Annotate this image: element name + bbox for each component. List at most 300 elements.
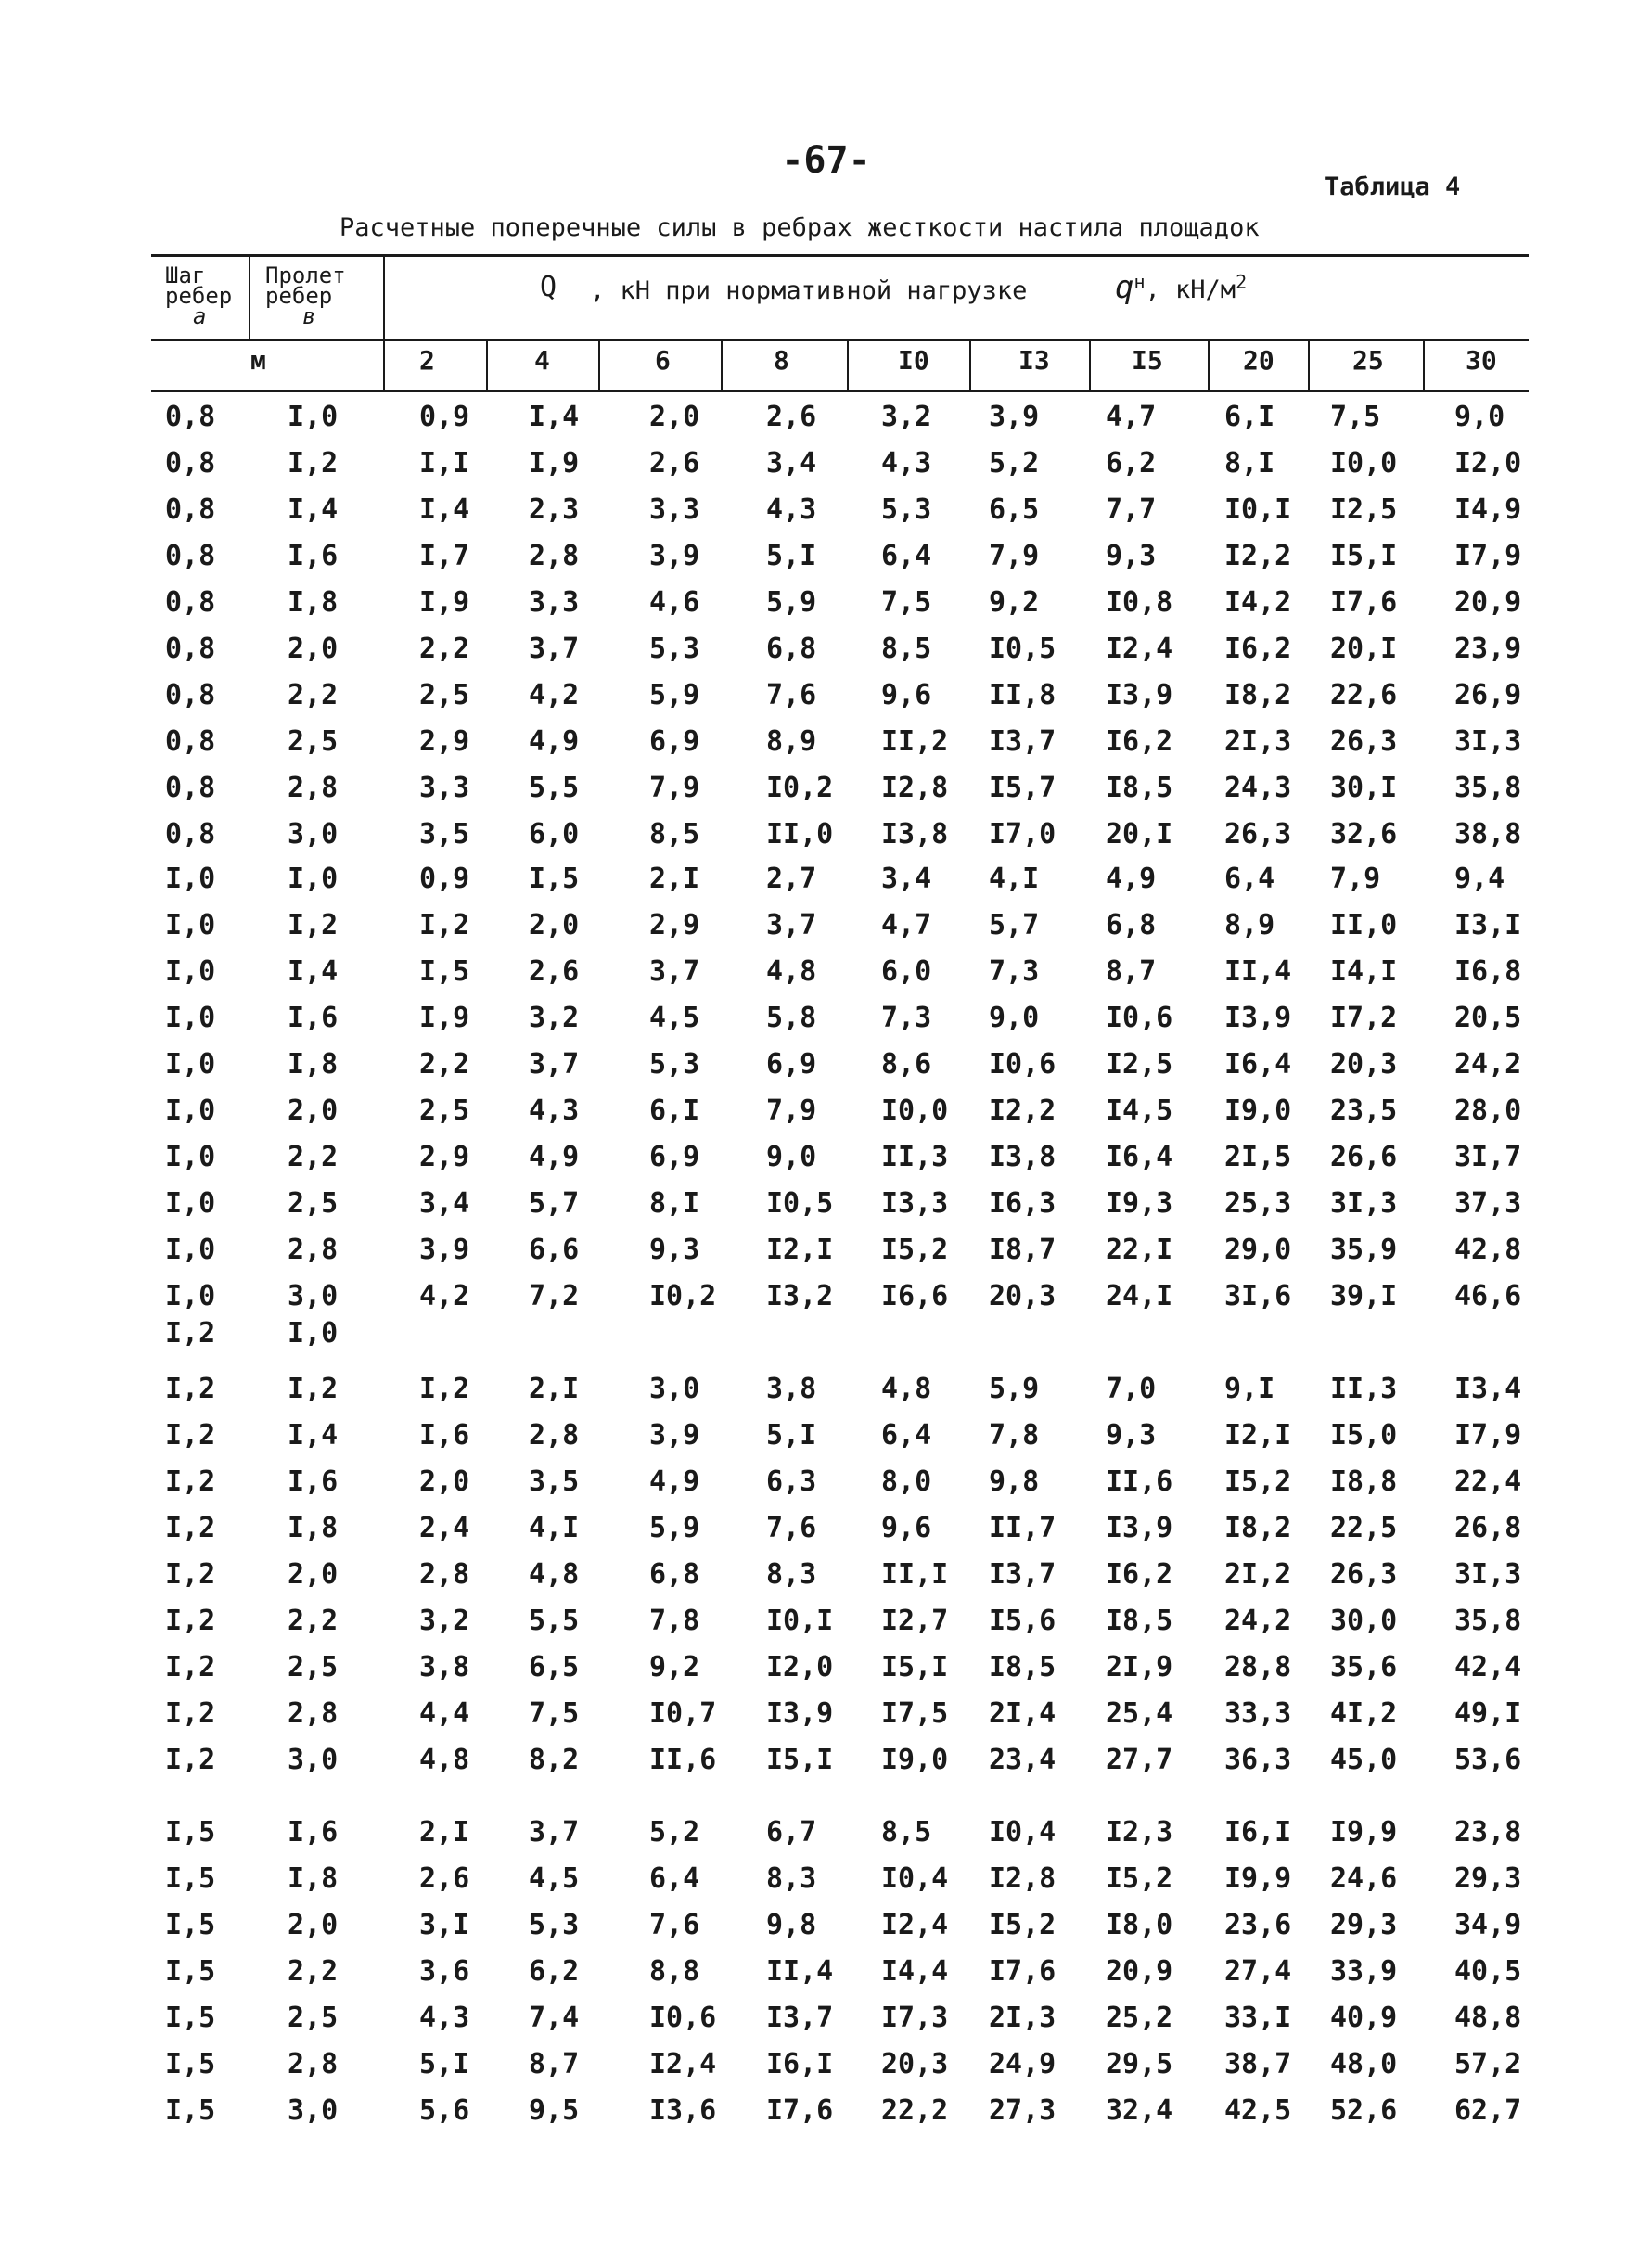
cell-force: 3,7 bbox=[649, 955, 700, 988]
cell-force: 9,6 bbox=[881, 1512, 932, 1544]
cell-force: 37,3 bbox=[1454, 1187, 1522, 1220]
cell-force: II,3 bbox=[1330, 1373, 1398, 1405]
cell-force: I0,7 bbox=[649, 1697, 717, 1730]
cell-span: I,8 bbox=[288, 1862, 339, 1895]
cell-force: I3,8 bbox=[989, 1141, 1057, 1173]
cell-force: I5,7 bbox=[989, 772, 1057, 804]
cell-force: I2,I bbox=[1224, 1419, 1292, 1452]
cell-step: I,0 bbox=[165, 955, 216, 988]
cell-force: 20,3 bbox=[1330, 1048, 1398, 1081]
cell-force: 27,3 bbox=[989, 2094, 1057, 2127]
cell-force: 26,3 bbox=[1330, 1558, 1398, 1591]
cell-force: 3,9 bbox=[649, 1419, 700, 1452]
cell-force: 52,6 bbox=[1330, 2094, 1398, 2127]
cell-force: I2,2 bbox=[989, 1094, 1057, 1127]
cell-force: II,8 bbox=[989, 679, 1057, 711]
cell-force: 6,I bbox=[1224, 401, 1275, 433]
cell-force: 40,5 bbox=[1454, 1955, 1522, 1988]
header-span-symbol: в bbox=[302, 303, 316, 329]
cell-force: 2,I bbox=[419, 1816, 470, 1849]
header-step-line1: Шаг bbox=[165, 262, 206, 288]
cell-force: 7,5 bbox=[1330, 401, 1381, 433]
cell-force: I5,6 bbox=[989, 1605, 1057, 1637]
cell-force: I2,4 bbox=[1106, 633, 1173, 665]
page-number: -67- bbox=[781, 139, 871, 182]
cell-force: 3,7 bbox=[529, 633, 580, 665]
cell-force: 48,8 bbox=[1454, 2002, 1522, 2034]
cell-force: 26,6 bbox=[1330, 1141, 1398, 1173]
cell-force: 3,3 bbox=[649, 493, 700, 526]
cell-force: 29,5 bbox=[1106, 2048, 1173, 2080]
cell-step: I,5 bbox=[165, 1862, 216, 1895]
cell-force: II,4 bbox=[1224, 955, 1292, 988]
cell-force: 2,2 bbox=[419, 1048, 470, 1081]
cell-step: I,2 bbox=[165, 1651, 216, 1683]
cell-force: 24,9 bbox=[989, 2048, 1057, 2080]
cell-force: 24,2 bbox=[1224, 1605, 1292, 1637]
cell-span: I,6 bbox=[288, 1816, 339, 1849]
cell-force: 7,2 bbox=[529, 1280, 580, 1312]
cell-force: 4,5 bbox=[529, 1862, 580, 1895]
cell-force: I,2 bbox=[419, 1373, 470, 1405]
cell-force: 9,3 bbox=[1106, 540, 1157, 572]
cell-force: I0,4 bbox=[881, 1862, 949, 1895]
header-span-line1: Пролет bbox=[265, 262, 346, 288]
load-value: 2 bbox=[419, 345, 435, 376]
cell-force: 2,9 bbox=[419, 725, 470, 758]
header-span-label bbox=[265, 262, 346, 329]
cell-force: 9,3 bbox=[649, 1234, 700, 1266]
cell-force: 2,5 bbox=[419, 679, 470, 711]
cell-span: 2,0 bbox=[288, 633, 339, 665]
cell-force: 6,4 bbox=[881, 540, 932, 572]
cell-span: I,6 bbox=[288, 1002, 339, 1034]
cell-force: 9,2 bbox=[649, 1651, 700, 1683]
cell-force: 5,3 bbox=[649, 633, 700, 665]
cell-span: 2,8 bbox=[288, 772, 339, 804]
cell-span: 2,5 bbox=[288, 1651, 339, 1683]
cell-force: 5,I bbox=[766, 1419, 817, 1452]
cell-force: I0,2 bbox=[649, 1280, 717, 1312]
cell-force: 0,9 bbox=[419, 863, 470, 895]
cell-force: 4,7 bbox=[1106, 401, 1157, 433]
cell-span: I,0 bbox=[288, 863, 339, 895]
cell-force: I,9 bbox=[529, 447, 580, 480]
cell-span: 2,2 bbox=[288, 1955, 339, 1988]
cell-span: I,4 bbox=[288, 955, 339, 988]
cell-force: 2,8 bbox=[529, 1419, 580, 1452]
cell-force: 25,4 bbox=[1106, 1697, 1173, 1730]
cell-force: 2,I bbox=[529, 1373, 580, 1405]
cell-force: 3,4 bbox=[881, 863, 932, 895]
cell-force: 3,7 bbox=[529, 1048, 580, 1081]
cell-force: I9,9 bbox=[1330, 1816, 1398, 1849]
cell-force: I6,2 bbox=[1106, 725, 1173, 758]
cell-force: 7,8 bbox=[989, 1419, 1040, 1452]
cell-force: 26,3 bbox=[1224, 818, 1292, 851]
cell-force: I3,7 bbox=[989, 1558, 1057, 1591]
cell-force: 8,0 bbox=[881, 1465, 932, 1498]
cell-step: 0,8 bbox=[165, 493, 216, 526]
header-qn-sup: н bbox=[1133, 271, 1146, 293]
cell-span: 2,0 bbox=[288, 1558, 339, 1591]
cell-force: I9,9 bbox=[1224, 1862, 1292, 1895]
cell-step: I,0 bbox=[165, 1234, 216, 1266]
header-span-line2: ребер bbox=[265, 283, 333, 309]
cell-force: 2,0 bbox=[529, 909, 580, 941]
cell-force: 9,3 bbox=[1106, 1419, 1157, 1452]
cell-force: 35,6 bbox=[1330, 1651, 1398, 1683]
cell-force: 8,8 bbox=[649, 1955, 700, 1988]
cell-force: 7,9 bbox=[1330, 863, 1381, 895]
cell-force: 6,9 bbox=[649, 1141, 700, 1173]
cell-force: I9,3 bbox=[1106, 1187, 1173, 1220]
cell-force: I6,3 bbox=[989, 1187, 1057, 1220]
cell-force: 4,9 bbox=[529, 725, 580, 758]
cell-force: 5,9 bbox=[989, 1373, 1040, 1405]
cell-force: I0,4 bbox=[989, 1816, 1057, 1849]
cell-force: 4,8 bbox=[419, 1744, 470, 1776]
cell-step: I,0 bbox=[165, 909, 216, 941]
cell-force: 5,7 bbox=[529, 1187, 580, 1220]
cell-force: 24,3 bbox=[1224, 772, 1292, 804]
cell-step: I,0 bbox=[165, 1141, 216, 1173]
cell-force: 7,3 bbox=[989, 955, 1040, 988]
cell-force: 45,0 bbox=[1330, 1744, 1398, 1776]
cell-force: 3I,3 bbox=[1454, 1558, 1522, 1591]
cell-force: I6,2 bbox=[1106, 1558, 1173, 1591]
cell-force: 5,I bbox=[419, 2048, 470, 2080]
header-qn-units-sup: 2 bbox=[1236, 271, 1248, 293]
cell-force: I7,3 bbox=[881, 2002, 949, 2034]
cell-force: I7,6 bbox=[1330, 586, 1398, 619]
cell-force: 4,9 bbox=[529, 1141, 580, 1173]
cell-force: I,5 bbox=[419, 955, 470, 988]
cell-force: I2,4 bbox=[881, 1909, 949, 1941]
cell-force: I3,9 bbox=[766, 1697, 834, 1730]
cell-force: 3,4 bbox=[766, 447, 817, 480]
cell-force: 8,3 bbox=[766, 1862, 817, 1895]
cell-force: 3I,7 bbox=[1454, 1141, 1522, 1173]
cell-force: 33,9 bbox=[1330, 1955, 1398, 1988]
cell-force: I7,5 bbox=[881, 1697, 949, 1730]
cell-span: 2,0 bbox=[288, 1909, 339, 1941]
cell-force: I3,7 bbox=[766, 2002, 834, 2034]
cell-force: I3,2 bbox=[766, 1280, 834, 1312]
header-step-label bbox=[165, 262, 233, 329]
cell-force: 8,6 bbox=[881, 1048, 932, 1081]
cell-force: 6,8 bbox=[1106, 909, 1157, 941]
cell-step: I,2 bbox=[165, 1605, 216, 1637]
cell-step: I,0 bbox=[165, 1002, 216, 1034]
cell-force: 2,4 bbox=[419, 1512, 470, 1544]
cell-force: 8,9 bbox=[1224, 909, 1275, 941]
cell-force: 4,8 bbox=[766, 955, 817, 988]
cell-force: 3,7 bbox=[529, 1816, 580, 1849]
cell-force: II,0 bbox=[1330, 909, 1398, 941]
cell-step: 0,8 bbox=[165, 401, 216, 433]
cell-force: 2I,4 bbox=[989, 1697, 1057, 1730]
cell-force: 38,8 bbox=[1454, 818, 1522, 851]
cell-force: I3,I bbox=[1454, 909, 1522, 941]
cell-force: II,7 bbox=[989, 1512, 1057, 1544]
cell-force: 62,7 bbox=[1454, 2094, 1522, 2127]
cell-force: 2,5 bbox=[419, 1094, 470, 1127]
cell-span: 3,0 bbox=[288, 818, 339, 851]
table-label: Таблица 4 bbox=[1325, 173, 1461, 201]
cell-step: 0,8 bbox=[165, 818, 216, 851]
cell-force: 9,0 bbox=[1454, 401, 1505, 433]
cell-force: I7,2 bbox=[1330, 1002, 1398, 1034]
cell-force: I3,7 bbox=[989, 725, 1057, 758]
cell-force: 2I,9 bbox=[1106, 1651, 1173, 1683]
cell-force: I2,I bbox=[766, 1234, 834, 1266]
cell-force: 6,4 bbox=[1224, 863, 1275, 895]
cell-step: I,2 bbox=[165, 1465, 216, 1498]
cell-force: 20,3 bbox=[881, 2048, 949, 2080]
cell-force: 20,5 bbox=[1454, 1002, 1522, 1034]
cell-force: I5,I bbox=[766, 1744, 834, 1776]
cell-force: 32,4 bbox=[1106, 2094, 1173, 2127]
cell-force: 5,3 bbox=[881, 493, 932, 526]
cell-force: 4I,2 bbox=[1330, 1697, 1398, 1730]
cell-force: I2,0 bbox=[1454, 447, 1522, 480]
cell-force: 4,9 bbox=[1106, 863, 1157, 895]
cell-force: 22,I bbox=[1106, 1234, 1173, 1266]
cell-force: 3,8 bbox=[766, 1373, 817, 1405]
cell-span: 3,0 bbox=[288, 1280, 339, 1312]
cell-force: I,4 bbox=[419, 493, 470, 526]
cell-force: I5,I bbox=[1330, 540, 1398, 572]
cell-force: I5,2 bbox=[1224, 1465, 1292, 1498]
cell-force: II,I bbox=[881, 1558, 949, 1591]
cell-force: 2I,3 bbox=[989, 2002, 1057, 2034]
cell-force: 5,2 bbox=[649, 1816, 700, 1849]
cell-force: I0,5 bbox=[989, 633, 1057, 665]
cell-force: I8,7 bbox=[989, 1234, 1057, 1266]
cell-force: 23,5 bbox=[1330, 1094, 1398, 1127]
cell-force: 7,6 bbox=[649, 1909, 700, 1941]
rule-mid bbox=[151, 339, 1529, 341]
cell-force: 6,4 bbox=[649, 1862, 700, 1895]
cell-span: 2,5 bbox=[288, 2002, 339, 2034]
cell-force: 3,7 bbox=[766, 909, 817, 941]
cell-force: 2,6 bbox=[766, 401, 817, 433]
cell-force: 2,3 bbox=[529, 493, 580, 526]
cell-force: 22,2 bbox=[881, 2094, 949, 2127]
cell-force: 4,4 bbox=[419, 1697, 470, 1730]
cell-force: I8,2 bbox=[1224, 679, 1292, 711]
cell-force: I5,2 bbox=[881, 1234, 949, 1266]
cell-force: I8,0 bbox=[1106, 1909, 1173, 1941]
cell-force: I2,8 bbox=[881, 772, 949, 804]
cell-force: 4,8 bbox=[529, 1558, 580, 1591]
cell-force: I8,8 bbox=[1330, 1465, 1398, 1498]
cell-force: I4,2 bbox=[1224, 586, 1292, 619]
cell-force: I0,5 bbox=[766, 1187, 834, 1220]
cell-force: 20,3 bbox=[989, 1280, 1057, 1312]
cell-force: 5,3 bbox=[649, 1048, 700, 1081]
cell-force: 3,9 bbox=[989, 401, 1040, 433]
cell-force: I,9 bbox=[419, 1002, 470, 1034]
cell-force: 20,I bbox=[1330, 633, 1398, 665]
cell-force: 7,6 bbox=[766, 1512, 817, 1544]
cell-force: 7,5 bbox=[529, 1697, 580, 1730]
cell-force: I4,I bbox=[1330, 955, 1398, 988]
cell-force: 29,3 bbox=[1330, 1909, 1398, 1941]
cell-force: 46,6 bbox=[1454, 1280, 1522, 1312]
cell-force: I0,6 bbox=[649, 2002, 717, 2034]
cell-force: 49,I bbox=[1454, 1697, 1522, 1730]
cell-force: 9,I bbox=[1224, 1373, 1275, 1405]
cell-step: I,2 bbox=[165, 1744, 216, 1776]
cell-force: I6,8 bbox=[1454, 955, 1522, 988]
cell-force: 2,2 bbox=[419, 633, 470, 665]
cell-force: 4,2 bbox=[529, 679, 580, 711]
cell-force: 4,2 bbox=[419, 1280, 470, 1312]
cell-span: I,8 bbox=[288, 1512, 339, 1544]
cell-force: 4,6 bbox=[649, 586, 700, 619]
cell-force: 20,I bbox=[1106, 818, 1173, 851]
cell-step: I,2 bbox=[165, 1373, 216, 1405]
cell-span: 3,0 bbox=[288, 1744, 339, 1776]
cell-force: I5,2 bbox=[989, 1909, 1057, 1941]
cell-force: 2,I bbox=[649, 863, 700, 895]
cell-force: I3,9 bbox=[1106, 1512, 1173, 1544]
load-value: 25 bbox=[1352, 345, 1384, 376]
cell-force: 42,5 bbox=[1224, 2094, 1292, 2127]
cell-force: 4,3 bbox=[419, 2002, 470, 2034]
cell-force: 26,3 bbox=[1330, 725, 1398, 758]
cell-force: 2I,2 bbox=[1224, 1558, 1292, 1591]
cell-force: 25,3 bbox=[1224, 1187, 1292, 1220]
cell-force: 9,8 bbox=[989, 1465, 1040, 1498]
cell-span: I,6 bbox=[288, 540, 339, 572]
cell-force: 3,2 bbox=[881, 401, 932, 433]
cell-force: 5,9 bbox=[766, 586, 817, 619]
cell-force: 29,0 bbox=[1224, 1234, 1292, 1266]
cell-force: I0,2 bbox=[766, 772, 834, 804]
cell-force: 6,2 bbox=[1106, 447, 1157, 480]
header-qn-symbol: q bbox=[1115, 269, 1134, 306]
cell-force: 3,2 bbox=[419, 1605, 470, 1637]
cell-force: I2,2 bbox=[1224, 540, 1292, 572]
cell-force: 8,2 bbox=[529, 1744, 580, 1776]
cell-force: 0,9 bbox=[419, 401, 470, 433]
header-qn-units: , кН/м bbox=[1145, 275, 1236, 304]
cell-force: 24,2 bbox=[1454, 1048, 1522, 1081]
cell-force: 3,9 bbox=[649, 540, 700, 572]
cell-span: 2,5 bbox=[288, 1187, 339, 1220]
cell-span: 2,8 bbox=[288, 2048, 339, 2080]
load-value: 8 bbox=[774, 345, 789, 376]
cell-force: 3,0 bbox=[649, 1373, 700, 1405]
cell-force: 2,6 bbox=[419, 1862, 470, 1895]
cell-force: 4,5 bbox=[649, 1002, 700, 1034]
cell-force: I3,8 bbox=[881, 818, 949, 851]
cell-force: I7,9 bbox=[1454, 1419, 1522, 1452]
load-value: I3 bbox=[1018, 345, 1050, 376]
cell-span: 2,2 bbox=[288, 1605, 339, 1637]
cell-force: 6,9 bbox=[766, 1048, 817, 1081]
cell-force: 23,6 bbox=[1224, 1909, 1292, 1941]
cell-force: I5,0 bbox=[1330, 1419, 1398, 1452]
cell-force: I3,9 bbox=[1224, 1002, 1292, 1034]
cell-step: I,0 bbox=[165, 1094, 216, 1127]
cell-force: 2,6 bbox=[529, 955, 580, 988]
cell-step: 0,8 bbox=[165, 540, 216, 572]
cell-step: 0,8 bbox=[165, 586, 216, 619]
cell-force: 9,2 bbox=[989, 586, 1040, 619]
cell-span: I,8 bbox=[288, 586, 339, 619]
cell-step: I,2 bbox=[165, 1419, 216, 1452]
cell-step: I,2 bbox=[165, 1697, 216, 1730]
cell-step: I,0 bbox=[165, 1048, 216, 1081]
cell-force: 33,3 bbox=[1224, 1697, 1292, 1730]
cell-force: I6,I bbox=[766, 2048, 834, 2080]
cell-force: 2,9 bbox=[419, 1141, 470, 1173]
cell-force: I8,2 bbox=[1224, 1512, 1292, 1544]
cell-force: 6,3 bbox=[766, 1465, 817, 1498]
cell-force: 7,9 bbox=[766, 1094, 817, 1127]
cell-force: 2,7 bbox=[766, 863, 817, 895]
cell-force: 29,3 bbox=[1454, 1862, 1522, 1895]
cell-force: I9,0 bbox=[881, 1744, 949, 1776]
cell-force: I,2 bbox=[419, 909, 470, 941]
header-qn bbox=[1115, 269, 1247, 306]
cell-force: I3,9 bbox=[1106, 679, 1173, 711]
header-q-text: , кН при нормативной нагрузке bbox=[590, 276, 1028, 305]
cell-force: 5,9 bbox=[649, 1512, 700, 1544]
cell-force: I2,5 bbox=[1330, 493, 1398, 526]
load-divider bbox=[1423, 341, 1425, 391]
cell-force: 4,I bbox=[529, 1512, 580, 1544]
cell-force: I7,6 bbox=[766, 2094, 834, 2127]
cell-force: I2,8 bbox=[989, 1862, 1057, 1895]
cell-step: I,5 bbox=[165, 2094, 216, 2127]
cell-force: I0,0 bbox=[881, 1094, 949, 1127]
cell-force: I3,6 bbox=[649, 2094, 717, 2127]
cell-span: I,2 bbox=[288, 1373, 339, 1405]
cell-step: 0,8 bbox=[165, 679, 216, 711]
cell-force: 4,8 bbox=[881, 1373, 932, 1405]
cell-force: I8,5 bbox=[1106, 1605, 1173, 1637]
cell-step: I,2 bbox=[165, 1317, 216, 1350]
cell-force: I3,4 bbox=[1454, 1373, 1522, 1405]
cell-force: 3I,6 bbox=[1224, 1280, 1292, 1312]
cell-force: II,6 bbox=[1106, 1465, 1173, 1498]
cell-force: 4,3 bbox=[881, 447, 932, 480]
cell-force: I7,6 bbox=[989, 1955, 1057, 1988]
cell-force: 3,4 bbox=[419, 1187, 470, 1220]
cell-force: I8,5 bbox=[1106, 772, 1173, 804]
load-divider bbox=[969, 341, 971, 391]
cell-force: 5,5 bbox=[529, 1605, 580, 1637]
cell-force: I4,4 bbox=[881, 1955, 949, 1988]
cell-force: 26,8 bbox=[1454, 1512, 1522, 1544]
cell-force: 6,5 bbox=[989, 493, 1040, 526]
cell-force: 2,6 bbox=[649, 447, 700, 480]
cell-force: 39,I bbox=[1330, 1280, 1398, 1312]
cell-force: I4,5 bbox=[1106, 1094, 1173, 1127]
load-divider bbox=[1208, 341, 1210, 391]
cell-force: 8,7 bbox=[529, 2048, 580, 2080]
cell-force: 7,6 bbox=[766, 679, 817, 711]
cell-force: I0,I bbox=[766, 1605, 834, 1637]
cell-force: 24,6 bbox=[1330, 1862, 1398, 1895]
cell-force: 42,8 bbox=[1454, 1234, 1522, 1266]
cell-force: 7,3 bbox=[881, 1002, 932, 1034]
